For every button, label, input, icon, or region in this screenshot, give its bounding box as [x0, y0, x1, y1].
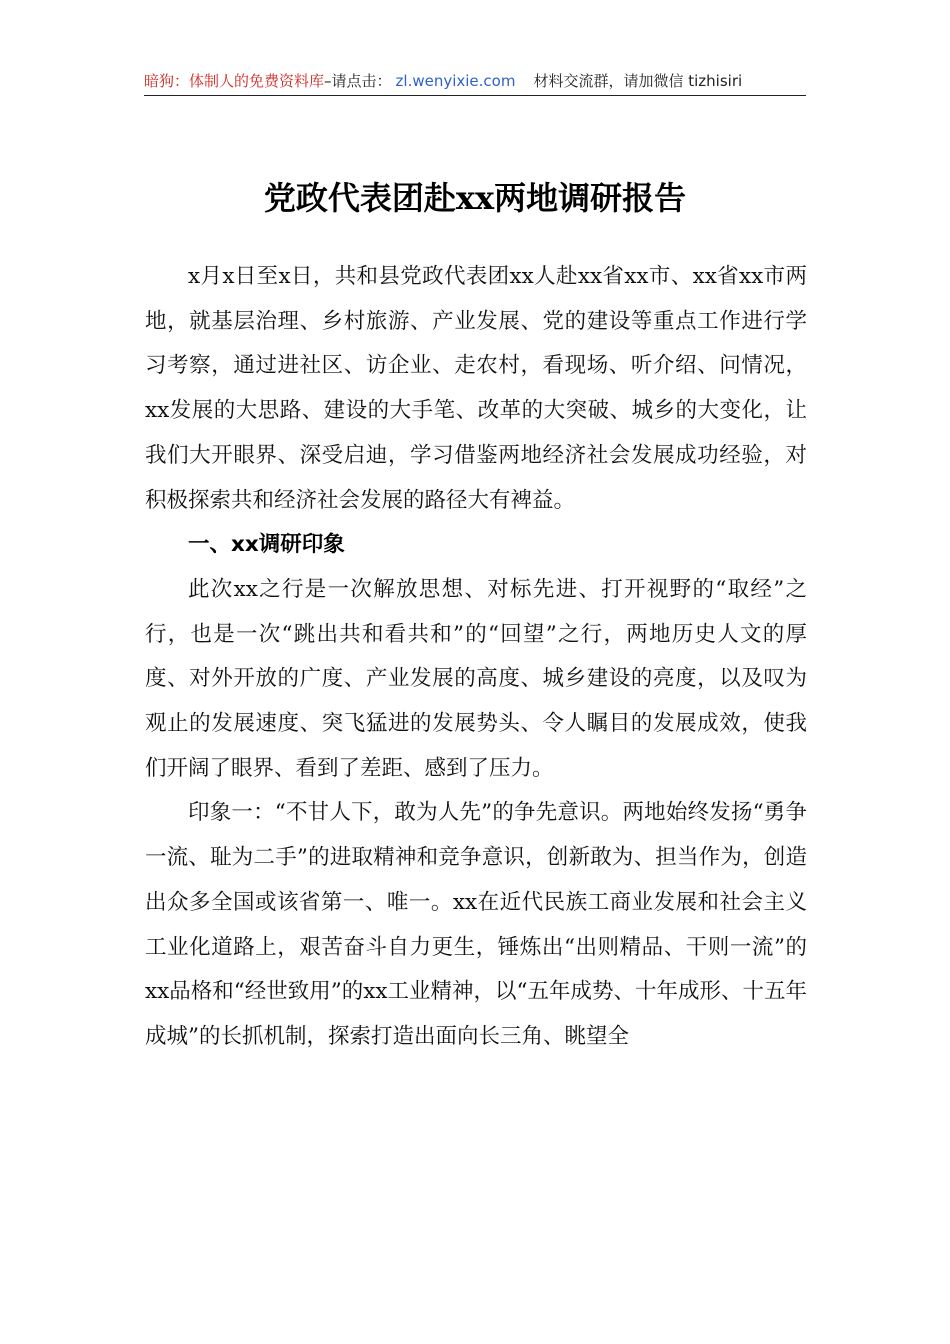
document-title: 党政代表团赴xx两地调研报告 [263, 179, 687, 217]
header-contact-text: 材料交流群，请加微信 tizhisiri [533, 72, 743, 90]
section-heading-1: 一、xx调研印象 [188, 532, 345, 558]
header-click-prompt: –请点击： [324, 72, 392, 90]
header-website-link[interactable]: zl.wenyixie.com [395, 72, 516, 90]
paragraph-intro: x月x日至x日，共和县党政代表团xx人赴xx省xx市、xx省xx市两地，就基层治理、乡村旅游、产业发展、党的建设等重点工作进行学习考察，通过进社区、访企业、走农村，看现场、听介绍、问情况，xx发展的大思路、建设的大手笔、改革的大突破、城乡的大变化，让我们大开眼界、深受启迪，学习借鉴两地经济社会发展成功经验，对积极探索共和经济社会发展的路径大有裨益。 [145, 264, 807, 513]
header-promo-text: 暗狗：体制人的免费资料库 [144, 72, 325, 90]
paragraph-impression-1: 印象一：“不甘人下，敢为人先”的争先意识。两地始终发扬“勇争一流、耻为二手”的进取精神和竞争意识，创新敢为、担当作为，创造出众多全国或该省第一、唯一。xx在近代民族工商业发展和社会主义工业化道路上，艰苦奋斗自力更生，锤炼出“出则精品、干则一流”的xx品格和“经世致用”的xx工业精神，以“五年成势、十年成形、十五年成城”的长抓机制，探索打造出面向长三角、眺望全 [145, 800, 807, 1049]
header-divider [144, 95, 806, 96]
paragraph-overview: 此次xx之行是一次解放思想、对标先进、打开视野的“取经”之行，也是一次“跳出共和看共和”的“回望”之行，两地历史人文的厚度、对外开放的广度、产业发展的高度、城乡建设的亮度，以及叹为观止的发展速度、突飞猛进的发展势头、令人瞩目的发展成效，使我们开阔了眼界、看到了差距、感到了压力。 [145, 576, 807, 781]
document-body [145, 255, 807, 1060]
page-header [144, 70, 806, 94]
